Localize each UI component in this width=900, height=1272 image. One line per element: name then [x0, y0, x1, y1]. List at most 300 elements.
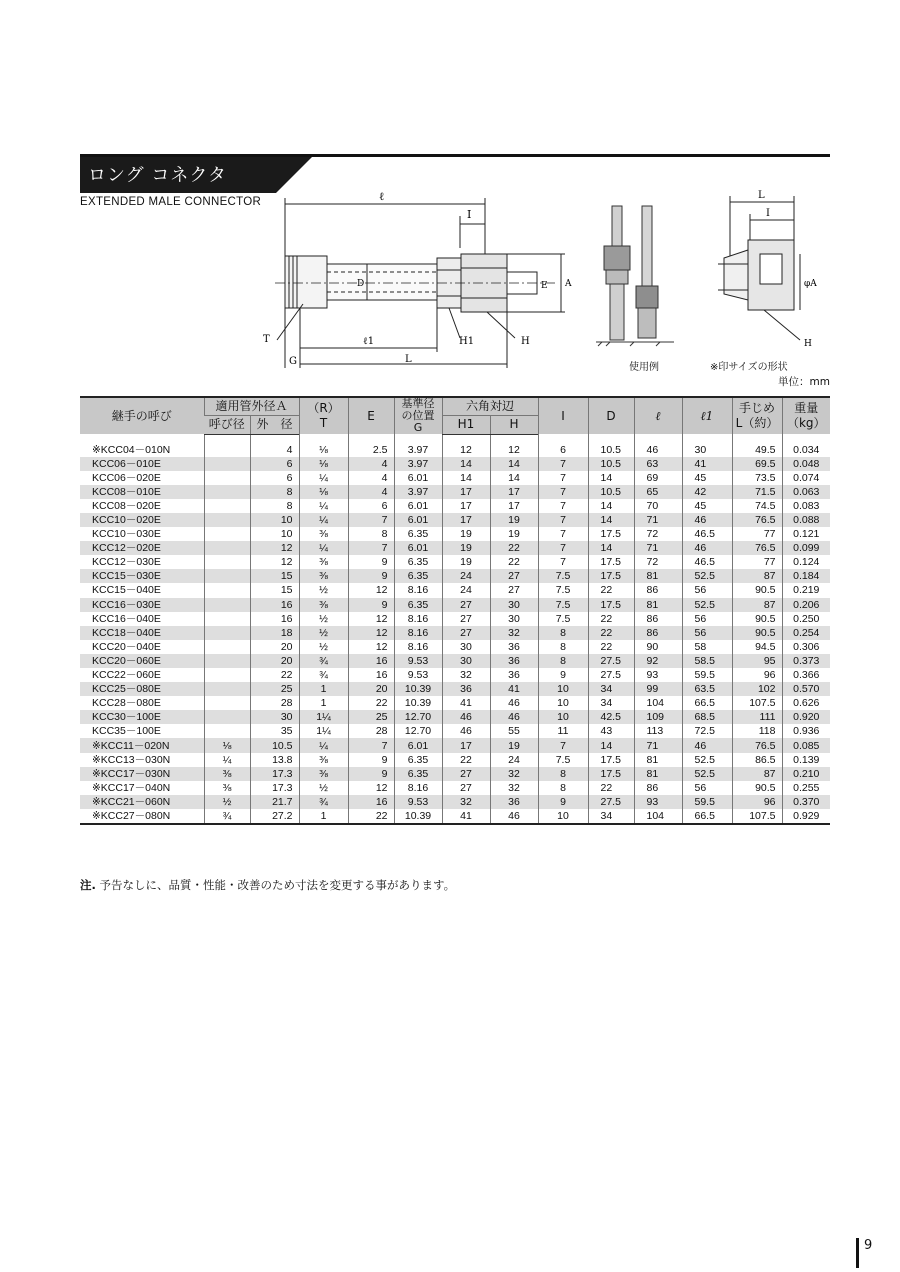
spacer-cell [442, 434, 490, 443]
cell-name: KCC16－030E [80, 598, 204, 612]
cell-r-t: ½ [299, 626, 348, 640]
cell-ell: 72 [634, 527, 682, 541]
cell-r-t: ⅛ [299, 485, 348, 499]
cell-tube-od: 16 [250, 612, 299, 626]
cell-ell1: 52.5 [682, 598, 732, 612]
cell-l: 90.5 [732, 583, 782, 597]
cell-h1: 30 [442, 654, 490, 668]
cell-h1: 32 [442, 795, 490, 809]
cell-tube-od: 15 [250, 583, 299, 597]
cell-d: 22 [588, 626, 634, 640]
cell-tube-nominal [204, 654, 250, 668]
cell-ell1: 59.5 [682, 795, 732, 809]
cell-i: 10 [538, 809, 588, 824]
cell-h1: 24 [442, 569, 490, 583]
cell-h: 27 [490, 583, 538, 597]
cell-e: 9 [348, 569, 394, 583]
table-row [80, 767, 830, 781]
table-row [80, 626, 830, 640]
cell-tube-od: 6 [250, 457, 299, 471]
cell-d: 17.5 [588, 598, 634, 612]
cell-ell: 86 [634, 583, 682, 597]
cell-tube-nominal: ¼ [204, 753, 250, 767]
cell-r-t: ⅛ [299, 443, 348, 457]
header-h: H [490, 415, 538, 434]
cell-r-t: ¼ [299, 499, 348, 513]
cell-h1: 41 [442, 809, 490, 824]
cell-tube-od: 6 [250, 471, 299, 485]
cell-e: 16 [348, 654, 394, 668]
cell-weight: 0.929 [782, 809, 830, 824]
cell-g: 6.01 [394, 541, 442, 555]
cell-ell: 86 [634, 626, 682, 640]
cell-e: 22 [348, 696, 394, 710]
cell-tube-nominal [204, 555, 250, 569]
label-L: L [405, 354, 412, 365]
cell-l: 77 [732, 555, 782, 569]
cell-g: 3.97 [394, 457, 442, 471]
table-row [80, 612, 830, 626]
cell-i: 7 [538, 457, 588, 471]
cell-d: 17.5 [588, 569, 634, 583]
cell-i: 7.5 [538, 598, 588, 612]
cell-weight: 0.210 [782, 767, 830, 781]
cell-l: 49.5 [732, 443, 782, 457]
header-ell: ℓ [634, 397, 682, 434]
cell-e: 12 [348, 612, 394, 626]
cell-g: 8.16 [394, 612, 442, 626]
cell-name: KCC12－020E [80, 541, 204, 555]
cell-l: 74.5 [732, 499, 782, 513]
shape-label-L: L [758, 190, 765, 201]
cell-name: KCC35－100E [80, 724, 204, 738]
cell-name: KCC10－030E [80, 527, 204, 541]
cell-i: 7 [538, 499, 588, 513]
usage-example-drawing [596, 200, 676, 352]
cell-l: 86.5 [732, 753, 782, 767]
marked-size-shape-drawing [704, 190, 824, 352]
table-row [80, 499, 830, 513]
cell-r-t: ¼ [299, 513, 348, 527]
cell-h1: 14 [442, 457, 490, 471]
page-subtitle: EXTENDED MALE CONNECTOR [80, 196, 262, 208]
cell-e: 9 [348, 767, 394, 781]
cell-r-t: ½ [299, 781, 348, 795]
cell-l: 90.5 [732, 626, 782, 640]
cell-name: KCC16－040E [80, 612, 204, 626]
spacer-cell [782, 434, 830, 443]
cell-e: 16 [348, 795, 394, 809]
table-row [80, 569, 830, 583]
cell-r-t: ⅜ [299, 527, 348, 541]
cell-ell1: 30 [682, 443, 732, 457]
table-row [80, 640, 830, 654]
cell-tube-od: 13.8 [250, 753, 299, 767]
cell-tube-od: 17.3 [250, 781, 299, 795]
cell-tube-od: 18 [250, 626, 299, 640]
cell-g: 3.97 [394, 485, 442, 499]
table-row [80, 654, 830, 668]
cell-g: 10.39 [394, 682, 442, 696]
spacer-cell [348, 434, 394, 443]
cell-weight: 0.366 [782, 668, 830, 682]
cell-r-t: ¼ [299, 471, 348, 485]
cell-name: KCC06－020E [80, 471, 204, 485]
cell-ell: 71 [634, 513, 682, 527]
cell-g: 6.01 [394, 499, 442, 513]
cell-weight: 0.373 [782, 654, 830, 668]
cell-ell1: 45 [682, 471, 732, 485]
cell-tube-nominal [204, 443, 250, 457]
cell-l: 107.5 [732, 696, 782, 710]
cell-name: ※KCC04－010N [80, 443, 204, 457]
cell-i: 7 [538, 738, 588, 752]
cell-tube-nominal [204, 710, 250, 724]
table-row [80, 781, 830, 795]
shape-label-I: I [766, 208, 770, 219]
cell-weight: 0.219 [782, 583, 830, 597]
cell-ell: 72 [634, 555, 682, 569]
cell-e: 9 [348, 555, 394, 569]
cell-g: 6.35 [394, 569, 442, 583]
cell-ell1: 56 [682, 626, 732, 640]
cell-i: 10 [538, 696, 588, 710]
cell-i: 10 [538, 682, 588, 696]
cell-d: 17.5 [588, 767, 634, 781]
cell-tube-nominal [204, 696, 250, 710]
cell-g: 8.16 [394, 626, 442, 640]
cell-tube-nominal: ⅜ [204, 767, 250, 781]
header-tube-od: 外 径 [250, 415, 299, 434]
spacer-cell [204, 434, 250, 443]
cell-name: KCC20－040E [80, 640, 204, 654]
shape-label-H: H [804, 339, 812, 349]
spacer-cell [80, 434, 204, 443]
cell-r-t: ⅜ [299, 555, 348, 569]
cell-ell1: 46 [682, 541, 732, 555]
cell-d: 14 [588, 541, 634, 555]
cell-weight: 0.184 [782, 569, 830, 583]
cell-h1: 19 [442, 555, 490, 569]
cell-ell: 71 [634, 738, 682, 752]
connector-drawing [255, 188, 585, 373]
cell-i: 11 [538, 724, 588, 738]
cell-d: 27.5 [588, 795, 634, 809]
cell-tube-nominal [204, 668, 250, 682]
table-row [80, 471, 830, 485]
footnote-prefix: 注. [80, 878, 96, 892]
label-ell: ℓ [379, 190, 385, 203]
cell-g: 6.01 [394, 738, 442, 752]
cell-tube-od: 20 [250, 654, 299, 668]
cell-h: 32 [490, 626, 538, 640]
label-A: A [565, 279, 572, 289]
cell-d: 10.5 [588, 485, 634, 499]
cell-name: KCC06－010E [80, 457, 204, 471]
label-H1: H1 [459, 336, 475, 347]
cell-ell1: 66.5 [682, 809, 732, 824]
cell-tube-nominal [204, 598, 250, 612]
cell-h: 55 [490, 724, 538, 738]
cell-d: 22 [588, 612, 634, 626]
cell-tube-od: 17.3 [250, 767, 299, 781]
cell-e: 4 [348, 471, 394, 485]
cell-h: 19 [490, 527, 538, 541]
usage-example-label: 使用例 [629, 362, 659, 373]
cell-g: 3.97 [394, 443, 442, 457]
label-G: G [289, 356, 297, 367]
cell-l: 102 [732, 682, 782, 696]
cell-tube-od: 10 [250, 513, 299, 527]
cell-d: 14 [588, 513, 634, 527]
cell-r-t: ⅜ [299, 767, 348, 781]
cell-e: 16 [348, 668, 394, 682]
cell-h1: 27 [442, 612, 490, 626]
cell-h: 46 [490, 696, 538, 710]
header-name: 継手の呼び [80, 397, 204, 434]
label-D: D [357, 279, 365, 289]
cell-d: 10.5 [588, 457, 634, 471]
cell-d: 27.5 [588, 654, 634, 668]
table-row [80, 682, 830, 696]
cell-h1: 46 [442, 724, 490, 738]
cell-name: ※KCC21－060N [80, 795, 204, 809]
cell-weight: 0.255 [782, 781, 830, 795]
cell-weight: 0.306 [782, 640, 830, 654]
cell-ell1: 46.5 [682, 555, 732, 569]
cell-ell: 63 [634, 457, 682, 471]
cell-i: 7 [538, 527, 588, 541]
cell-tube-nominal [204, 640, 250, 654]
cell-l: 90.5 [732, 612, 782, 626]
marked-size-shape-label: ※印サイズの形状 [710, 362, 788, 373]
cell-e: 7 [348, 541, 394, 555]
cell-e: 20 [348, 682, 394, 696]
cell-r-t: ½ [299, 640, 348, 654]
cell-name: KCC08－010E [80, 485, 204, 499]
cell-ell: 81 [634, 569, 682, 583]
cell-e: 6 [348, 499, 394, 513]
cell-l: 96 [732, 668, 782, 682]
cell-ell1: 63.5 [682, 682, 732, 696]
cell-h: 17 [490, 499, 538, 513]
cell-l: 77 [732, 527, 782, 541]
cell-ell: 104 [634, 696, 682, 710]
cell-ell1: 46 [682, 738, 732, 752]
cell-ell1: 52.5 [682, 753, 732, 767]
cell-d: 22 [588, 781, 634, 795]
spacer-cell [732, 434, 782, 443]
cell-ell: 104 [634, 809, 682, 824]
cell-i: 8 [538, 640, 588, 654]
cell-weight: 0.121 [782, 527, 830, 541]
cell-ell1: 66.5 [682, 696, 732, 710]
cell-ell: 46 [634, 443, 682, 457]
cell-tube-od: 12 [250, 555, 299, 569]
cell-l: 71.5 [732, 485, 782, 499]
cell-name: KCC10－020E [80, 513, 204, 527]
cell-h: 36 [490, 668, 538, 682]
cell-tube-od: 30 [250, 710, 299, 724]
cell-g: 6.35 [394, 527, 442, 541]
cell-h: 46 [490, 809, 538, 824]
cell-r-t: ½ [299, 583, 348, 597]
cell-e: 9 [348, 598, 394, 612]
cell-i: 7.5 [538, 612, 588, 626]
cell-tube-nominal [204, 471, 250, 485]
cell-ell1: 58 [682, 640, 732, 654]
header-h1: H1 [442, 415, 490, 434]
table-row [80, 513, 830, 527]
cell-i: 7 [538, 555, 588, 569]
cell-l: 95 [732, 654, 782, 668]
cell-r-t: ½ [299, 612, 348, 626]
cell-i: 7 [538, 485, 588, 499]
cell-g: 9.53 [394, 668, 442, 682]
cell-tube-nominal [204, 626, 250, 640]
cell-e: 7 [348, 513, 394, 527]
cell-tube-od: 20 [250, 640, 299, 654]
cell-weight: 0.099 [782, 541, 830, 555]
cell-l: 90.5 [732, 781, 782, 795]
cell-ell1: 46.5 [682, 527, 732, 541]
header-weight: 重量 （kg） [782, 397, 830, 434]
label-H: H [521, 336, 530, 347]
header-tube-nominal: 呼び径 [204, 415, 250, 434]
cell-h: 17 [490, 485, 538, 499]
cell-tube-od: 10 [250, 527, 299, 541]
cell-weight: 0.074 [782, 471, 830, 485]
cell-ell1: 45 [682, 499, 732, 513]
cell-name: ※KCC13－030N [80, 753, 204, 767]
cell-name: ※KCC17－030N [80, 767, 204, 781]
cell-l: 73.5 [732, 471, 782, 485]
cell-l: 96 [732, 795, 782, 809]
cell-tube-nominal [204, 682, 250, 696]
cell-ell1: 56 [682, 612, 732, 626]
cell-weight: 0.034 [782, 443, 830, 457]
cell-d: 34 [588, 696, 634, 710]
header-hex: 六角対辺 [442, 397, 538, 415]
label-I: I [467, 208, 472, 221]
cell-ell: 86 [634, 781, 682, 795]
cell-ell1: 46 [682, 513, 732, 527]
cell-tube-nominal [204, 612, 250, 626]
cell-ell1: 59.5 [682, 668, 732, 682]
label-E: E [541, 281, 548, 291]
cell-h1: 12 [442, 443, 490, 457]
cell-tube-od: 27.2 [250, 809, 299, 824]
cell-h1: 27 [442, 598, 490, 612]
cell-h: 27 [490, 569, 538, 583]
table-row [80, 443, 830, 457]
cell-i: 10 [538, 710, 588, 724]
header-g: 基準径 の位置 G [394, 397, 442, 434]
cell-d: 17.5 [588, 527, 634, 541]
cell-h1: 17 [442, 513, 490, 527]
cell-h1: 19 [442, 527, 490, 541]
cell-h1: 17 [442, 738, 490, 752]
cell-i: 8 [538, 767, 588, 781]
cell-weight: 0.370 [782, 795, 830, 809]
header-i: I [538, 397, 588, 434]
cell-tube-od: 8 [250, 499, 299, 513]
unit-label: 単位：mm [778, 376, 830, 388]
cell-ell: 93 [634, 795, 682, 809]
cell-tube-od: 28 [250, 696, 299, 710]
table-row [80, 527, 830, 541]
cell-r-t: ¼ [299, 541, 348, 555]
cell-weight: 0.088 [782, 513, 830, 527]
cell-l: 76.5 [732, 513, 782, 527]
cell-weight: 0.124 [782, 555, 830, 569]
cell-i: 8 [538, 626, 588, 640]
cell-l: 76.5 [732, 541, 782, 555]
header-tube: 適用管外径Ａ [204, 397, 299, 415]
cell-e: 12 [348, 640, 394, 654]
cell-r-t: 1¼ [299, 710, 348, 724]
cell-i: 7.5 [538, 583, 588, 597]
table-row [80, 485, 830, 499]
cell-h1: 14 [442, 471, 490, 485]
cell-g: 6.35 [394, 767, 442, 781]
table-row [80, 598, 830, 612]
cell-e: 12 [348, 781, 394, 795]
cell-h1: 27 [442, 626, 490, 640]
cell-r-t: ⅜ [299, 753, 348, 767]
cell-d: 14 [588, 738, 634, 752]
cell-weight: 0.254 [782, 626, 830, 640]
cell-i: 7 [538, 471, 588, 485]
cell-h1: 41 [442, 696, 490, 710]
spacer-cell [588, 434, 634, 443]
cell-g: 6.01 [394, 471, 442, 485]
cell-weight: 0.920 [782, 710, 830, 724]
cell-ell: 99 [634, 682, 682, 696]
cell-weight: 0.250 [782, 612, 830, 626]
page-title: ロング コネクタ [88, 165, 228, 186]
table-row [80, 668, 830, 682]
cell-tube-od: 25 [250, 682, 299, 696]
cell-d: 10.5 [588, 443, 634, 457]
cell-h: 19 [490, 513, 538, 527]
cell-e: 4 [348, 457, 394, 471]
cell-name: KCC12－030E [80, 555, 204, 569]
cell-h: 36 [490, 654, 538, 668]
cell-ell1: 56 [682, 781, 732, 795]
cell-h: 36 [490, 640, 538, 654]
cell-h1: 19 [442, 541, 490, 555]
page-number: 9 [864, 1238, 873, 1253]
cell-h: 32 [490, 767, 538, 781]
cell-i: 7 [538, 513, 588, 527]
cell-h1: 22 [442, 753, 490, 767]
table-row [80, 583, 830, 597]
cell-tube-nominal: ½ [204, 795, 250, 809]
cell-g: 8.16 [394, 640, 442, 654]
cell-g: 6.35 [394, 753, 442, 767]
cell-tube-od: 22 [250, 668, 299, 682]
cell-tube-nominal: ¾ [204, 809, 250, 824]
cell-g: 6.35 [394, 555, 442, 569]
cell-e: 28 [348, 724, 394, 738]
cell-r-t: ⅜ [299, 598, 348, 612]
cell-ell: 81 [634, 767, 682, 781]
cell-weight: 0.083 [782, 499, 830, 513]
cell-name: ※KCC17－040N [80, 781, 204, 795]
cell-name: ※KCC11－020N [80, 738, 204, 752]
label-T: T [263, 334, 270, 345]
